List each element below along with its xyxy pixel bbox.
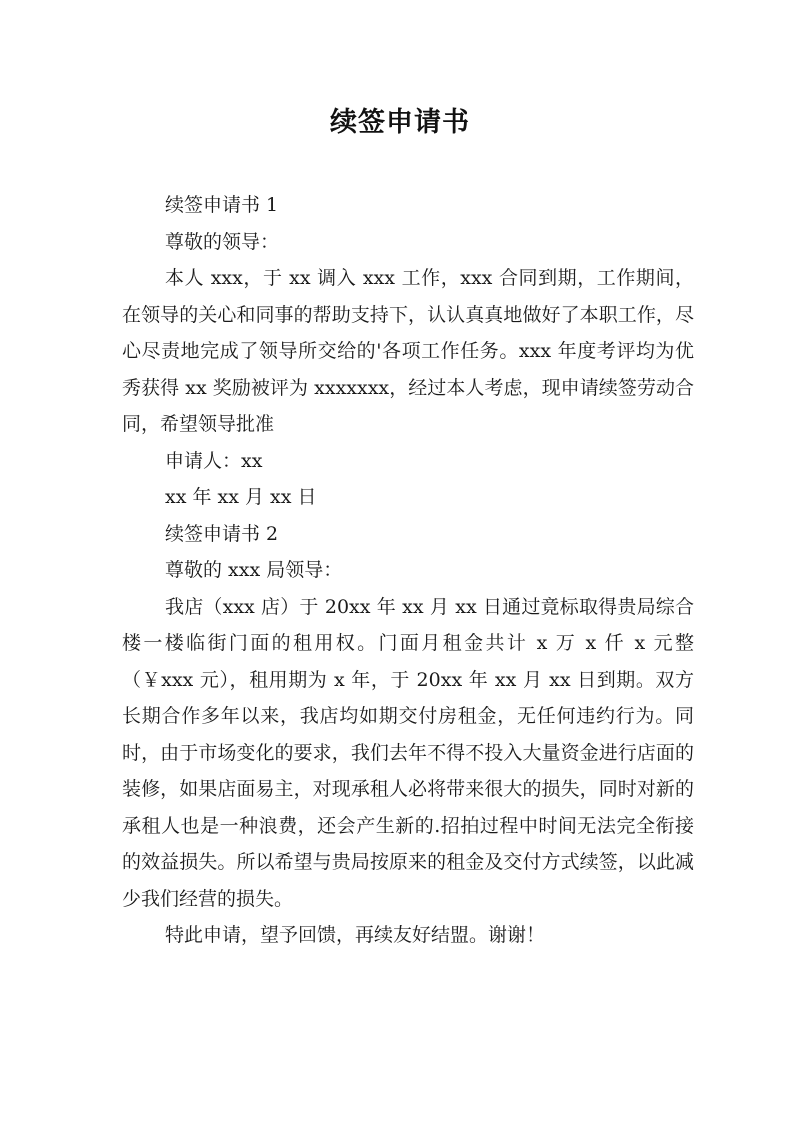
- applicant-signature: 申请人：xx: [165, 449, 263, 472]
- salutation-1: 尊敬的领导：: [165, 230, 280, 253]
- section-heading-1: 续签申请书 1: [165, 194, 279, 216]
- section-heading-2: 续签申请书 2: [165, 522, 279, 545]
- closing-line: 特此申请，望予回馈，再续友好结盟。谢谢！: [165, 924, 546, 946]
- salutation-2: 尊敬的 xxx 局领导：: [165, 559, 343, 581]
- body-paragraph-2: 我店（xxx 店）于 20xx 年 xx 月 xx 日通过竟标取得贵局综合楼一楼临街门面的租用权。门面月租金共计 x 万 x 仟 x 元整（￥xxx 元），租用期为 x 年，于 20xx 年 xx 月 xx 日到期。双方长期合作多年以来，我店均如期交付房租金，无任何违约行为。同时，由于市场变化的要求，我们去年不得不投入大量资金进行店面的装修，如果店面易主，对现承租人必将带来很大的损失，同时对新的承租人也是一种浪费，还会产生新的.招拍过程中时间无法完全衔接的效益损失。所以希望与贵局按原来的租金及交付方式续签，以此减少我们经营的损失。: [122, 595, 694, 910]
- document-body: [122, 187, 694, 954]
- document-title: 续签申请书: [330, 107, 470, 138]
- signature-date: xx 年 xx 月 xx 日: [165, 486, 317, 508]
- body-paragraph-1: 本人 xxx，于 xx 调入 xxx 工作，xxx 合同到期，工作期间，在领导的关心和同事的帮助支持下，认认真真地做好了本职工作，尽心尽责地完成了领导所交给的'各项工作任务。xxx 年度考评均为优秀获得 xx 奖励被评为 xxxxxxx，经过本人考虑，现申请续签劳动合同，希望领导批准: [122, 267, 694, 435]
